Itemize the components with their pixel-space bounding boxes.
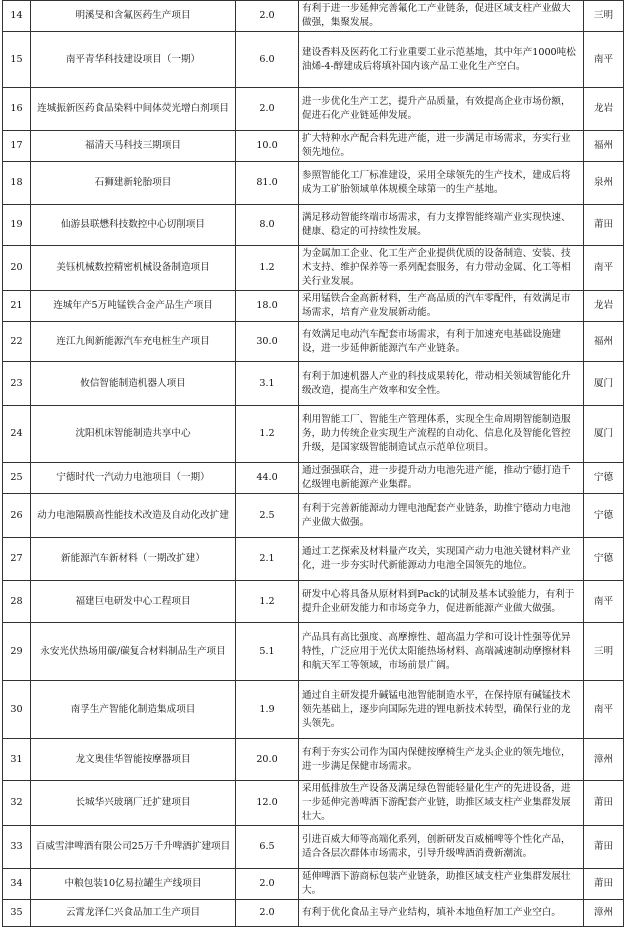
investment-amount: 12.0 [236,781,299,826]
city-name: 宁德 [584,463,624,494]
project-name: 沈阳机床智能制造共享中心 [31,406,236,463]
city-name: 南平 [584,681,624,739]
project-name: 南平青华科技建设项目（一期） [31,32,236,88]
row-number: 29 [3,623,31,681]
project-name: 美钰机械数控精密机械设备制造项目 [31,246,236,291]
project-description: 利用智能工厂、智能生产管理体系，实现全生命周期智能制造服务，助力传统企业实现生产流程的自动化、信息化及智能化管控升级，是国家级智能制造试点示范单位项目。 [299,406,584,463]
project-description: 有利于夯实公司作为国内保健按摩椅生产龙头企业的领先地位，进一步满足保健市场需求。 [299,739,584,781]
project-name: 云霄龙泽仁兴食品加工生产项目 [31,900,236,927]
investment-amount: 30.0 [236,322,299,362]
table-row [3,362,624,406]
city-name: 莆田 [584,826,624,869]
table-row [3,826,624,869]
row-number: 19 [3,205,31,246]
table-row [3,869,624,900]
project-name: 明溪旻和含氟医药生产项目 [31,1,236,32]
city-name: 龙岩 [584,291,624,322]
project-name: 宁德时代一汽动力电池项目（一期） [31,463,236,494]
project-description: 采用低排放生产设备及满足绿色智能轻量化生产的先进设备，进一步延伸完善啤酒下游配套产业链，助推区域支柱产业集群发展壮大。 [299,781,584,826]
investment-amount: 1.9 [236,681,299,739]
city-name: 福州 [584,131,624,162]
project-description: 为金属加工企业、化工生产企业提供优质的设备制造、安装、技术支持、维护保养等一系列配套服务，有力带动金属、化工等相关行业发展。 [299,246,584,291]
table-row [3,131,624,162]
city-name: 莆田 [584,205,624,246]
investment-amount: 2.0 [236,869,299,900]
row-number: 27 [3,538,31,581]
city-name: 莆田 [584,781,624,826]
project-name: 动力电池隔膜高性能技术改造及自动化改扩建 [31,494,236,538]
investment-amount: 2.1 [236,538,299,581]
row-number: 16 [3,88,31,131]
row-number: 34 [3,869,31,900]
city-name: 漳州 [584,900,624,927]
project-name: 中粮包装10亿易拉罐生产线项目 [31,869,236,900]
city-name: 龙岩 [584,88,624,131]
project-description: 引进百威大师等高端化系列，创新研发百威桶啤等个性化产品，适合各层次群体市场需求，引导升级啤酒消费新潮流。 [299,826,584,869]
investment-amount: 18.0 [236,291,299,322]
row-number: 22 [3,322,31,362]
table-row [3,32,624,88]
table-row [3,463,624,494]
row-number: 17 [3,131,31,162]
row-number: 30 [3,681,31,739]
row-number: 18 [3,162,31,205]
project-name: 石狮建新轮胎项目 [31,162,236,205]
project-description: 参照智能化工厂标准建设，采用全球领先的生产技术，建成后将成为工矿胎领域单体规模全球第一的生产基地。 [299,162,584,205]
project-description: 有利于完善新能源动力锂电池配套产业链条，助推宁德动力电池产业做大做强。 [299,494,584,538]
table-row [3,291,624,322]
city-name: 漳州 [584,739,624,781]
table-row [3,162,624,205]
investment-amount: 8.0 [236,205,299,246]
row-number: 35 [3,900,31,927]
table-row [3,88,624,131]
investment-amount: 10.0 [236,131,299,162]
row-number: 14 [3,1,31,32]
investment-amount: 2.0 [236,900,299,927]
project-name: 永安光伏热场用碳/碳复合材料制品生产项目 [31,623,236,681]
city-name: 宁德 [584,538,624,581]
row-number: 26 [3,494,31,538]
project-description: 通过自主研发提升碱锰电池智能制造水平，在保持原有碱锰技术领先基础上，逐步向国际先进的锂电新技术转型，确保行业的龙头领先。 [299,681,584,739]
project-description: 建设香料及医药化工行业重要工业示范基地，其中年产1000吨松油烯-4-醇建成后将填补国内该产品工业化生产空白。 [299,32,584,88]
project-description: 有利于优化食品主导产业结构，填补本地鱼籽加工产业空白。 [299,900,584,927]
table-row [3,581,624,623]
table-row [3,900,624,927]
investment-amount: 44.0 [236,463,299,494]
investment-amount: 3.1 [236,362,299,406]
project-description: 产品具有高比强度、高摩擦性、超高温力学和可设计性强等优异特性，广泛应用于光伏太阳能热场材料、高端减速制动摩擦材料和航天军工等领域，市场前景广阔。 [299,623,584,681]
investment-amount: 6.5 [236,826,299,869]
city-name: 南平 [584,581,624,623]
investment-amount: 1.2 [236,406,299,463]
project-name: 长城华兴玻璃厂迁扩建项目 [31,781,236,826]
project-name: 福建巨电研发中心工程项目 [31,581,236,623]
row-number: 32 [3,781,31,826]
table-row [3,681,624,739]
city-name: 三明 [584,1,624,32]
project-description: 延伸啤酒下游商标包装产业链条，助推区域支柱产业集群发展壮大。 [299,869,584,900]
investment-amount: 2.5 [236,494,299,538]
project-name: 仙游县联懋科技数控中心切削项目 [31,205,236,246]
city-name: 厦门 [584,406,624,463]
row-number: 23 [3,362,31,406]
row-number: 21 [3,291,31,322]
table-row [3,205,624,246]
table-row [3,538,624,581]
city-name: 福州 [584,322,624,362]
row-number: 24 [3,406,31,463]
project-description: 采用锰铁合金高新材料，生产高品质的汽车零配件，有效满足市场需求，培育产业发展新动能。 [299,291,584,322]
project-table-body [3,1,624,927]
table-row [3,246,624,291]
investment-amount: 2.0 [236,1,299,32]
project-description: 研发中心将具备从原材料到Pack的试制及基本试验能力，有利于提升企业研发能力和市场竞争力，促进新能源产业做大做强。 [299,581,584,623]
project-name: 连城年产5万吨锰铁合金产品生产项目 [31,291,236,322]
row-number: 15 [3,32,31,88]
project-name: 南孚生产智能化制造集成项目 [31,681,236,739]
city-name: 三明 [584,623,624,681]
city-name: 南平 [584,246,624,291]
row-number: 28 [3,581,31,623]
table-row [3,623,624,681]
project-description: 通过强强联合，进一步提升动力电池先进产能，推动宁德打造千亿级锂电新能源产业集群。 [299,463,584,494]
project-description: 有效满足电动汽车配套市场需求，有利于加速充电基础设施建设，进一步延伸新能源汽车产业链条。 [299,322,584,362]
investment-amount: 81.0 [236,162,299,205]
city-name: 南平 [584,32,624,88]
city-name: 宁德 [584,494,624,538]
row-number: 31 [3,739,31,781]
project-description: 进一步优化生产工艺，提升产品质量，有效提高企业市场份额，促进石化产业链延伸发展。 [299,88,584,131]
project-description: 有利于进一步延伸完善氟化工产业链条，促进区域支柱产业做大做强，集聚发展。 [299,1,584,32]
table-row [3,322,624,362]
project-name: 连城振新医药食品染料中间体荧光增白剂项目 [31,88,236,131]
project-name: 新能源汽车新材料（一期改扩建） [31,538,236,581]
city-name: 莆田 [584,869,624,900]
table-row [3,739,624,781]
investment-amount: 1.2 [236,246,299,291]
project-name: 龙文奥佳华智能按摩器项目 [31,739,236,781]
project-description: 满足移动智能终端市场需求，有力支撑智能终端产业实现快速、健康、稳定的可持续性发展。 [299,205,584,246]
project-name: 福清天马科技三期项目 [31,131,236,162]
table-row [3,1,624,32]
city-name: 泉州 [584,162,624,205]
project-name: 连江九闽新能源汽车充电桩生产项目 [31,322,236,362]
project-table [2,0,624,927]
table-row [3,494,624,538]
row-number: 20 [3,246,31,291]
project-description: 扩大特种水产配合料先进产能，进一步满足市场需求，夯实行业领先地位。 [299,131,584,162]
row-number: 33 [3,826,31,869]
table-row [3,781,624,826]
investment-amount: 20.0 [236,739,299,781]
table-row [3,406,624,463]
investment-amount: 5.1 [236,623,299,681]
investment-amount: 1.2 [236,581,299,623]
project-description: 有利于加速机器人产业的科技成果转化，带动相关领域智能化升级改造，提高生产效率和安全性。 [299,362,584,406]
project-name: 百威雪津啤酒有限公司25万千升啤酒扩建项目 [31,826,236,869]
city-name: 厦门 [584,362,624,406]
investment-amount: 6.0 [236,32,299,88]
project-description: 通过工艺探索及材料量产攻关，实现国产动力电池关键材料产业化，进一步夯实时代新能源动力电池全国领先的地位。 [299,538,584,581]
project-name: 攸信智能制造机器人项目 [31,362,236,406]
row-number: 25 [3,463,31,494]
investment-amount: 2.0 [236,88,299,131]
